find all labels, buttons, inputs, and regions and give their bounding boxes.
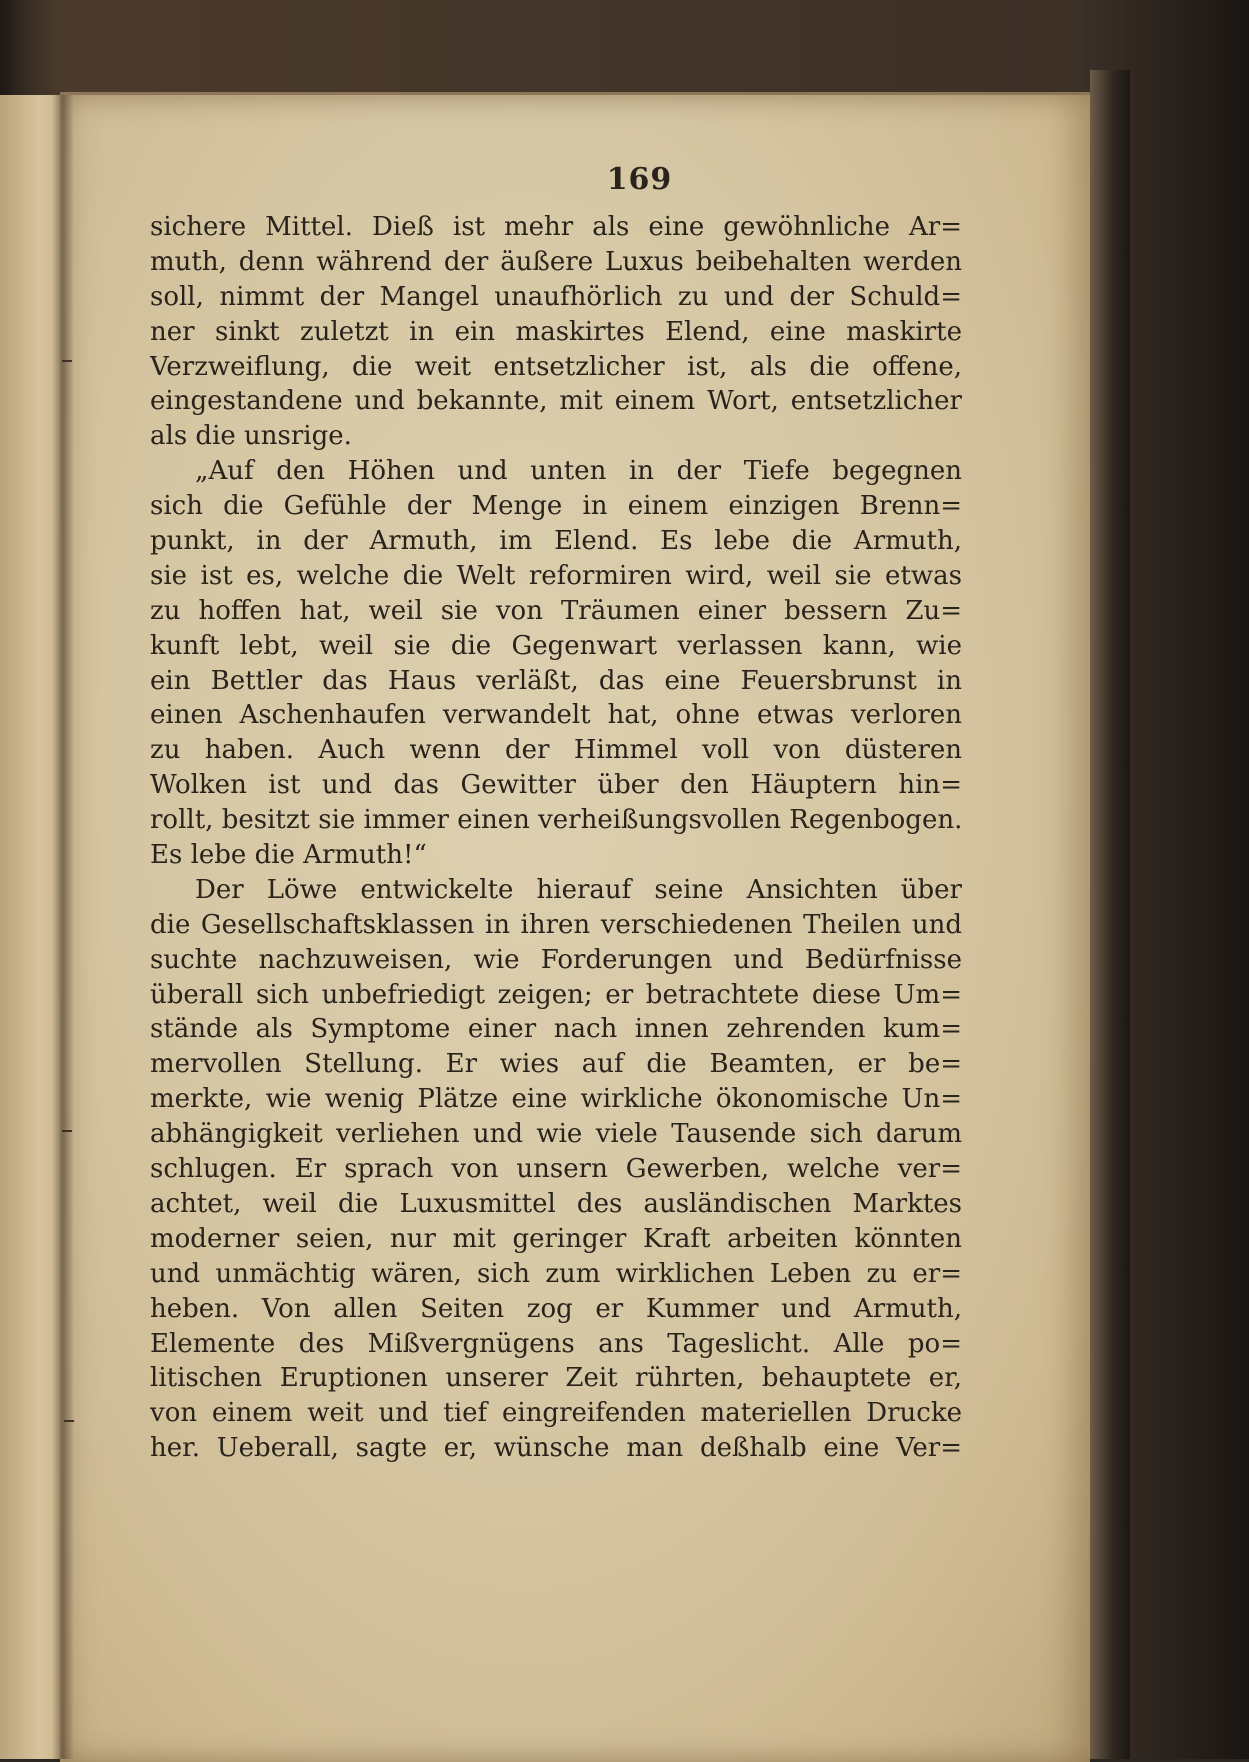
- text-line: suchte nachzuweisen, wie Forderungen und Bedürfnisse: [150, 944, 962, 975]
- text-line: zu hoffen hat, weil sie von Träumen einer bessern Zu=: [150, 595, 962, 626]
- text-line: „Auf den Höhen und unten in der Tiefe begegnen: [195, 456, 962, 487]
- text-line: Der Löwe entwickelte hierauf seine Ansichten über: [195, 874, 962, 905]
- text-line: stände als Symptome einer nach innen zehrenden kum=: [150, 1014, 962, 1045]
- book-cover-edge: [1090, 70, 1130, 1759]
- text-line: und unmächtig wären, sich zum wirklichen Leben zu er=: [150, 1258, 962, 1289]
- text-line: litischen Eruptionen unserer Zeit rührten, behauptete er,: [150, 1363, 962, 1394]
- page-gutter: [52, 95, 74, 1759]
- text-line: Elemente des Mißvergnügens ans Tageslicht. Alle po=: [150, 1328, 962, 1359]
- text-line: ein Bettler das Haus verläßt, das eine Feuersbrunst in: [150, 665, 962, 696]
- text-line: die Gesellschaftsklassen in ihren verschiedenen Theilen und: [150, 909, 962, 940]
- text-line: punkt, in der Armuth, im Elend. Es lebe die Armuth,: [150, 526, 962, 557]
- margin-mark: [62, 360, 72, 362]
- text-line: her. Ueberall, sagte er, wünsche man deßhalb eine Ver=: [150, 1433, 962, 1464]
- text-line: mervollen Stellung. Er wies auf die Beamten, er be=: [150, 1049, 962, 1080]
- text-line: achtet, weil die Luxusmittel des ausländischen Marktes: [150, 1188, 962, 1219]
- text-line: abhängigkeit verliehen und wie viele Tausende sich darum: [150, 1119, 962, 1150]
- text-line: moderner seien, nur mit geringer Kraft arbeiten könnten: [150, 1223, 962, 1254]
- text-line: Verzweiflung, die weit entsetzlicher ist, als die offene,: [150, 351, 962, 382]
- text-line: eingestandene und bekannte, mit einem Wort, entsetzlicher: [150, 386, 962, 417]
- text-line: rollt, besitzt sie immer einen verheißungsvollen Regenbogen.: [150, 805, 962, 836]
- page-number: 169: [606, 162, 673, 197]
- text-line: Wolken ist und das Gewitter über den Häuptern hin=: [150, 770, 962, 801]
- body-text: [150, 210, 962, 1466]
- text-line: ner sinkt zuletzt in ein maskirtes Elend, eine maskirte: [150, 316, 962, 347]
- text-line: von einem weit und tief eingreifenden materiellen Drucke: [150, 1398, 962, 1429]
- text-line: kunft lebt, weil sie die Gegenwart verlassen kann, wie: [150, 630, 962, 661]
- text-line: Es lebe die Armuth!“: [150, 840, 427, 871]
- text-line: einen Aschenhaufen verwandelt hat, ohne etwas verloren: [150, 700, 962, 731]
- margin-mark: [62, 1130, 72, 1132]
- text-line: soll, nimmt der Mangel unaufhörlich zu und der Schuld=: [150, 281, 962, 312]
- text-line: überall sich unbefriedigt zeigen; er betrachtete diese Um=: [150, 979, 962, 1010]
- text-line: schlugen. Er sprach von unsern Gewerben, welche ver=: [150, 1154, 962, 1185]
- text-line: heben. Von allen Seiten zog er Kummer und Armuth,: [150, 1293, 962, 1324]
- text-line: merkte, wie wenig Plätze eine wirkliche ökonomische Un=: [150, 1084, 962, 1115]
- margin-mark: [64, 1420, 74, 1422]
- text-line: sich die Gefühle der Menge in einem einzigen Brenn=: [150, 491, 962, 522]
- text-line: sichere Mittel. Dieß ist mehr als eine gewöhnliche Ar=: [150, 212, 962, 242]
- text-line: als die unsrige.: [150, 421, 352, 452]
- text-line: muth, denn während der äußere Luxus beibehalten werden: [150, 246, 962, 277]
- text-line: sie ist es, welche die Welt reformiren wird, weil sie etwas: [150, 560, 962, 591]
- text-line: zu haben. Auch wenn der Himmel voll von düsteren: [150, 735, 962, 766]
